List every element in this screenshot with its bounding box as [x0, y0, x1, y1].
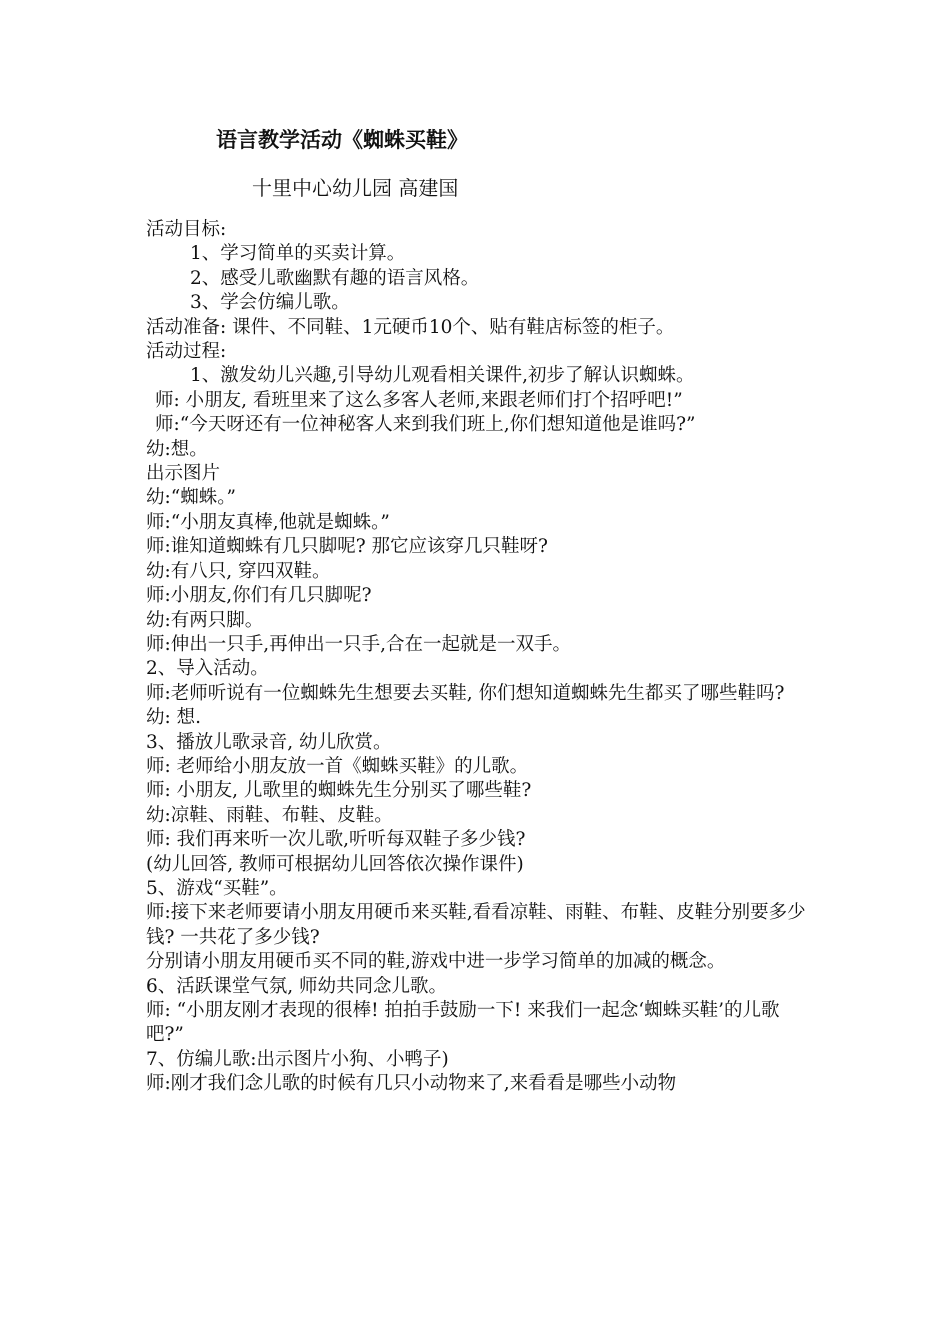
goal-item: 1、学习简单的买卖计算。	[190, 243, 406, 265]
dialogue-line: 师: “小朋友刚才表现的很棒! 拍拍手鼓励一下! 来我们一起念‘蜘蛛买鞋’的儿歌吧?”	[146, 1000, 780, 1046]
section-preparation: 活动准备: 课件、不同鞋、1元硬币10个、贴有鞋店标签的柜子。	[146, 316, 675, 338]
dialogue-line: 师:小朋友,你们有几只脚呢?	[146, 585, 372, 607]
process-step: 5、游戏“买鞋”。	[146, 877, 288, 899]
process-step: 2、导入活动。	[146, 658, 269, 680]
section-heading-process: 活动过程:	[146, 341, 227, 363]
document-body	[146, 218, 810, 1097]
dialogue-line: 师:谁知道蜘蛛有几只脚呢? 那它应该穿几只鞋呀?	[146, 536, 548, 558]
dialogue-line: 幼:想。	[146, 438, 208, 460]
dialogue-line: 幼:有八只, 穿四双鞋。	[146, 560, 331, 582]
instruction-line: 出示图片	[146, 463, 221, 485]
section-heading-goals: 活动目标:	[146, 219, 227, 240]
dialogue-line: 师: 小朋友, 儿歌里的蜘蛛先生分别买了哪些鞋?	[146, 780, 532, 802]
process-step: 7、仿编儿歌:出示图片小狗、小鸭子)	[146, 1048, 449, 1070]
dialogue-line: 师:伸出一只手,再伸出一只手,合在一起就是一双手。	[146, 633, 571, 655]
dialogue-line: 师:刚才我们念儿歌的时候有几只小动物来了,来看看是哪些小动物	[146, 1073, 677, 1095]
dialogue-line: 师:“小朋友真棒,他就是蜘蛛。”	[146, 511, 390, 533]
dialogue-line: 师:“今天呀还有一位神秘客人来到我们班上,你们想知道他是谁吗?”	[155, 414, 696, 436]
author-line: 十里中心幼儿园 高建国	[252, 176, 459, 200]
process-step: 6、活跃课堂气氛, 师幼共同念儿歌。	[146, 975, 448, 997]
dialogue-line: 幼: 想.	[146, 707, 201, 729]
dialogue-line: 幼:“蜘蛛。”	[146, 487, 236, 509]
goal-item: 3、学会仿编儿歌。	[190, 292, 350, 314]
goal-item: 2、感受儿歌幽默有趣的语言风格。	[190, 267, 480, 289]
dialogue-line: 师: 老师给小朋友放一首《蜘蛛买鞋》的儿歌。	[146, 755, 529, 777]
dialogue-line: 师: 我们再来听一次儿歌,听听每双鞋子多少钱?	[146, 829, 526, 851]
dialogue-line: 师: 小朋友, 看班里来了这么多客人老师,来跟老师们打个招呼吧!”	[155, 389, 683, 411]
dialogue-line: 幼:有两只脚。	[146, 609, 264, 631]
process-step: 1、激发幼儿兴趣,引导幼儿观看相关课件,初步了解认识蜘蛛。	[190, 365, 695, 387]
dialogue-line: 师:老师听说有一位蜘蛛先生想要去买鞋, 你们想知道蜘蛛先生都买了哪些鞋吗?	[146, 682, 785, 704]
process-step: 3、播放儿歌录音, 幼儿欣赏。	[146, 731, 392, 753]
instruction-line: (幼儿回答, 教师可根据幼儿回答依次操作课件)	[146, 853, 524, 875]
document-title: 语言教学活动《蜘蛛买鞋》	[216, 128, 468, 152]
dialogue-line: 师:接下来老师要请小朋友用硬币来买鞋,看看凉鞋、雨鞋、布鞋、皮鞋分别要多少钱? 一共花了多少钱?	[146, 902, 806, 948]
instruction-line: 分别请小朋友用硬币买不同的鞋,游戏中进一步学习简单的加减的概念。	[146, 951, 726, 973]
dialogue-line: 幼:凉鞋、雨鞋、布鞋、皮鞋。	[146, 804, 393, 826]
